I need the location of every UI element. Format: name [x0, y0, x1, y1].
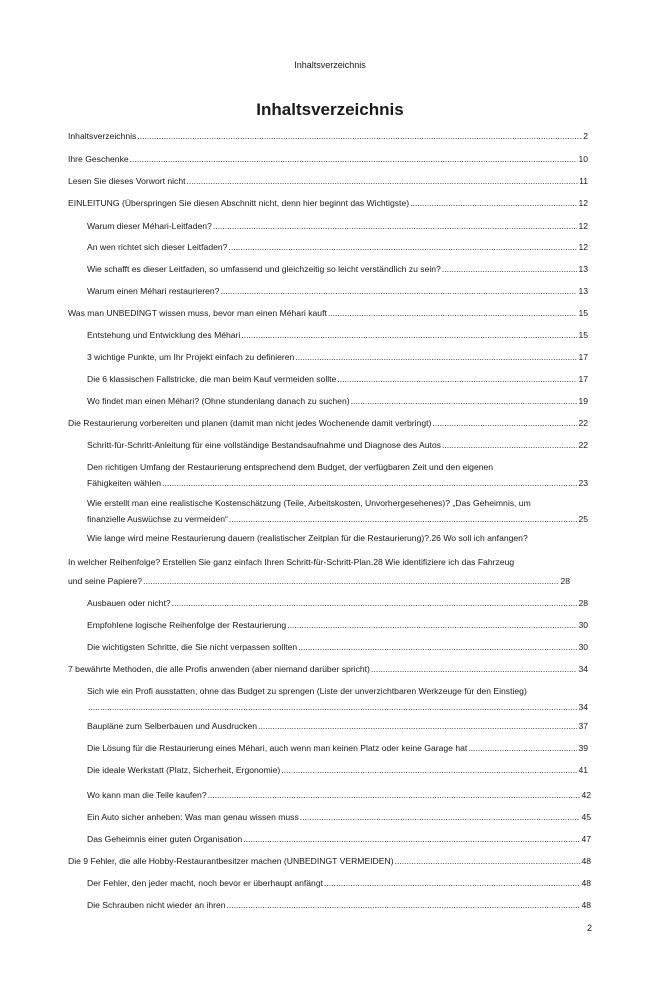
- toc-entry[interactable]: [87, 220, 588, 232]
- toc-entry[interactable]: [87, 720, 588, 732]
- toc-entry-title: Die ideale Werkstatt (Platz, Sicherheit, Ergonomie): [87, 765, 281, 775]
- toc-entry-title: Die 9 Fehler, die alle Hobby-Restaurantbesitzer machen (UNBEDINGT VERMEIDEN): [68, 856, 394, 866]
- toc-leader-dots: [351, 395, 578, 407]
- toc-leader-dots: [172, 597, 578, 609]
- toc-entry-page: 22: [578, 440, 588, 450]
- toc-entry-page: 13: [578, 286, 588, 296]
- toc-leader-dots: [432, 417, 577, 429]
- toc-entry[interactable]: [68, 307, 588, 319]
- toc-entry-page: 41: [578, 765, 588, 775]
- toc-entry[interactable]: [87, 685, 588, 713]
- toc-entry-page: 13: [578, 264, 588, 274]
- toc-entry[interactable]: [87, 395, 588, 407]
- toc-entry-page: 30: [578, 642, 588, 652]
- toc-entry-page: 12: [578, 198, 588, 208]
- toc-entry-page: 10: [578, 154, 588, 164]
- toc-entry-first-line: Wie erstellt man eine realistische Kostenschätzung (Teile, Arbeitskosten, Unvorhergesehenes)? „Das Geheimnis, um: [87, 498, 531, 508]
- toc-entry-title: Die Lösung für die Restaurierung eines Méhari, auch wenn man keinen Platz oder keine Garage hat: [87, 743, 468, 753]
- toc-leader-dots: [295, 351, 577, 363]
- toc-entry-first-line: Den richtigen Umfang der Restaurierung entsprechend dem Budget, der verfügbaren Zeit und den eigenen: [87, 462, 494, 472]
- toc-entry-title: Die Restaurierung vorbereiten und planen (damit man nicht jedes Wochenende damit verbringt): [68, 418, 432, 428]
- toc-leader-dots: [442, 263, 578, 275]
- toc-leader-dots: [281, 764, 577, 776]
- toc-entry-page: 12: [578, 221, 588, 231]
- toc-entry-page: 47: [581, 834, 591, 844]
- toc-entry-page: 15: [578, 308, 588, 318]
- toc-entry[interactable]: [68, 130, 588, 142]
- toc-entry-page: 34: [578, 702, 588, 712]
- toc-entry-title: finanzielle Auswüchse zu vermeiden“: [87, 514, 228, 524]
- toc-entry-title: EINLEITUNG (Überspringen Sie diesen Abschnitt nicht, denn hier beginnt das Wichtigste): [68, 198, 410, 208]
- toc-entry[interactable]: [68, 175, 588, 187]
- toc-entry[interactable]: [87, 789, 591, 801]
- toc-entry-page: 48: [581, 878, 591, 888]
- toc-entry[interactable]: [87, 285, 588, 297]
- toc-entry-page: 17: [578, 352, 588, 362]
- running-head: Inhaltsverzeichnis: [294, 60, 366, 70]
- toc-entry-title: Warum dieser Méhari-Leitfaden?: [87, 221, 212, 231]
- toc-entry[interactable]: [87, 461, 588, 489]
- toc-entry[interactable]: [68, 663, 588, 675]
- toc-entry-title: An wen richtet sich dieser Leitfaden?: [87, 242, 228, 252]
- toc-entry[interactable]: [68, 556, 570, 587]
- toc-entry-page: 23: [578, 478, 588, 488]
- toc-entry[interactable]: [87, 742, 588, 754]
- toc-leader-dots: [227, 899, 581, 911]
- toc-entry[interactable]: [87, 497, 588, 525]
- toc-entry-page: 48: [581, 856, 591, 866]
- toc-entry-title: Warum einen Méhari restaurieren?: [87, 286, 220, 296]
- toc-entry[interactable]: [87, 597, 588, 609]
- toc-entry-title: Wo findet man einen Méhari? (Ohne stundenlang danach zu suchen): [87, 396, 350, 406]
- toc-entry-title: Ihre Geschenke: [68, 154, 129, 164]
- toc-leader-dots: [298, 641, 577, 653]
- toc-entry-title: Wie schafft es dieser Leitfaden, so umfassend und gleichzeitig so leicht verständlich zu sein?: [87, 264, 441, 274]
- toc-entry-title: Entstehung und Entwicklung des Méhari: [87, 330, 241, 340]
- toc-leader-dots: [208, 789, 581, 801]
- toc-leader-dots: [162, 477, 577, 489]
- toc-entry-title: Ein Auto sicher anheben: Was man genau wissen muss: [87, 812, 299, 822]
- toc-entry-title: Wo kann man die Teile kaufen?: [87, 790, 207, 800]
- toc-entry-page: 25: [578, 514, 588, 524]
- toc-entry-first-line: In welcher Reihenfolge? Erstellen Sie ganz einfach Ihren Schritt-für-Schritt-Plan.28 Wie identifiziere ich das Fahrzeug: [68, 557, 515, 567]
- toc-entry-page: 30: [578, 620, 588, 630]
- toc-entry[interactable]: [87, 641, 588, 653]
- toc-entry-title: 7 bewährte Methoden, die alle Profis anwenden (aber niemand darüber spricht): [68, 664, 370, 674]
- toc-entry-title: Schritt-für-Schritt-Anleitung für eine vollständige Bestandsaufnahme und Diagnose des Autos: [87, 440, 441, 450]
- toc-entry[interactable]: [87, 373, 588, 385]
- toc-entry[interactable]: [87, 351, 588, 363]
- toc-leader-dots: [213, 220, 578, 232]
- toc-entry-title: Die Schrauben nicht wieder an ihren: [87, 900, 226, 910]
- toc-entry-page: 37: [578, 721, 588, 731]
- toc-leader-dots: [137, 130, 582, 142]
- toc-entry[interactable]: [87, 439, 588, 451]
- toc-entry[interactable]: [87, 811, 591, 823]
- toc-entry[interactable]: [87, 899, 591, 911]
- toc-entry-page: 12: [578, 242, 588, 252]
- toc-leader-dots: [243, 833, 580, 845]
- toc-entry[interactable]: [68, 417, 588, 429]
- toc-leader-dots: [88, 701, 577, 713]
- toc-entry-title: Ausbauen oder nicht?: [87, 598, 171, 608]
- toc-entry-page: 2: [583, 131, 588, 141]
- toc-leader-dots: [220, 285, 577, 297]
- toc-entry[interactable]: [87, 241, 588, 253]
- toc-entry[interactable]: [87, 877, 591, 889]
- toc-entry-page: 15: [578, 330, 588, 340]
- toc-entry[interactable]: [87, 532, 528, 544]
- toc-leader-dots: [468, 742, 577, 754]
- toc-leader-dots: [300, 811, 581, 823]
- toc-entry-title: 3 wichtige Punkte, um Ihr Projekt einfach zu definieren: [87, 352, 295, 362]
- toc-entry-page: 22: [578, 418, 588, 428]
- toc-entry-title: Was man UNBEDINGT wissen muss, bevor man einen Méhari kauft: [68, 308, 327, 318]
- toc-entry-title: Das Geheimnis einer guten Organisation: [87, 834, 243, 844]
- toc-entry-page: 28: [560, 576, 570, 586]
- toc-entry[interactable]: [68, 153, 588, 165]
- toc-leader-dots: [228, 241, 577, 253]
- toc-entry-title: Empfohlene logische Reihenfolge der Restaurierung: [87, 620, 287, 630]
- toc-leader-dots: [241, 329, 577, 341]
- toc-entry-page: 28: [578, 598, 588, 608]
- toc-leader-dots: [328, 307, 578, 319]
- toc-leader-dots: [371, 663, 578, 675]
- toc-entry-title: Lesen Sie dieses Vorwort nicht: [68, 176, 186, 186]
- toc-entry[interactable]: [68, 197, 588, 209]
- page-number: 2: [586, 923, 592, 933]
- toc-entry-title: Wie lange wird meine Restaurierung dauern (realistischer Zeitplan für die Restaurierung)?.26 Wo soll ich anfangen?: [87, 533, 528, 543]
- toc-entry-page: 11: [579, 176, 588, 186]
- toc-leader-dots: [442, 439, 577, 451]
- toc-leader-dots: [337, 373, 577, 385]
- toc-entry[interactable]: [87, 619, 588, 631]
- toc-leader-dots: [395, 855, 581, 867]
- toc-entry[interactable]: [87, 764, 588, 776]
- toc-entry-title: und seine Papiere?: [68, 576, 143, 586]
- toc-entry-page: 39: [578, 743, 588, 753]
- toc-entry-title: Die 6 klassischen Fallstricke, die man beim Kauf vermeiden sollte: [87, 374, 337, 384]
- toc-entry[interactable]: [87, 263, 588, 275]
- toc-entry-page: 42: [581, 790, 591, 800]
- toc-entry-page: 48: [581, 900, 591, 910]
- toc-entry-page: 17: [578, 374, 588, 384]
- toc-entry[interactable]: [87, 833, 591, 845]
- toc-entry[interactable]: [87, 329, 588, 341]
- toc-leader-dots: [229, 513, 578, 525]
- toc-entry-title: Inhaltsverzeichnis: [68, 131, 137, 141]
- toc-leader-dots: [187, 175, 579, 187]
- toc-entry[interactable]: [68, 855, 591, 867]
- toc-entry-title: Baupläne zum Selberbauen und Ausdrucken: [87, 721, 258, 731]
- toc-entry-page: 45: [581, 812, 591, 822]
- toc-entry-page: 34: [578, 664, 588, 674]
- toc-leader-dots: [324, 877, 580, 889]
- page-title: Inhaltsverzeichnis: [256, 100, 404, 119]
- toc-leader-dots: [410, 197, 577, 209]
- toc-leader-dots: [258, 720, 577, 732]
- toc-leader-dots: [143, 575, 559, 587]
- toc-entry-title: Die wichtigsten Schritte, die Sie nicht verpassen sollten: [87, 642, 298, 652]
- toc-entry-first-line: Sich wie ein Profi ausstatten, ohne das Budget zu sprengen (Liste der unverzichtbaren Werkzeuge für den Einstieg): [87, 686, 527, 696]
- toc-leader-dots: [130, 153, 578, 165]
- toc-entry-title: Der Fehler, den jeder macht, noch bevor er überhaupt anfängt: [87, 878, 323, 888]
- toc-entry-title: Fähigkeiten wählen: [87, 478, 162, 488]
- toc-entry-page: 19: [578, 396, 588, 406]
- toc-leader-dots: [287, 619, 577, 631]
